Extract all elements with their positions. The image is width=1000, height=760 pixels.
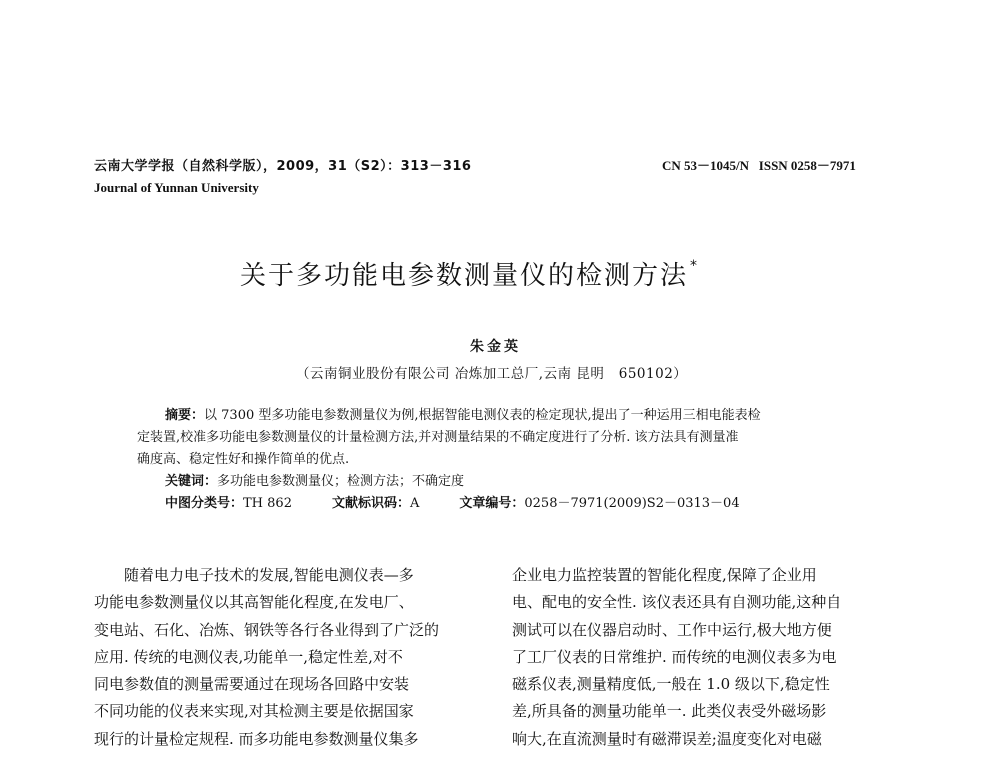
abstract-line-3: 确度高、稳定性好和操作简单的优点.	[137, 452, 350, 467]
clc-value: TH 862	[243, 496, 292, 511]
abstract-line-2: 定装置,校准多功能电参数测量仪的计量检测方法,并对测量结果的不确定度进行了分析. 该方法具有测量准	[137, 430, 739, 445]
body-left-line: 不同功能的仪表来实现,对其检测主要是依据国家	[94, 702, 414, 721]
clc-label: 中图分类号：	[165, 496, 244, 511]
abstract-block	[137, 405, 761, 515]
journal-english-name: Journal of Yunnan University	[94, 180, 259, 195]
author-affiliation: （云南铜业股份有限公司 冶炼加工总厂,云南 昆明 650102）	[296, 366, 688, 382]
classification-line	[137, 493, 761, 515]
body-left-line: 同电参数值的测量需要通过在现场各回路中安装	[94, 675, 410, 694]
body-right-line: 企业电力监控装置的智能化程度,保障了企业用	[512, 566, 817, 584]
body-right-line: 磁系仪表,测量精度低,一般在 1.0 级以下,稳定性	[512, 675, 830, 694]
body-right-line: 差,所具备的测量功能单一. 此类仪表受外磁场影	[512, 702, 827, 721]
body-left-line: 功能电参数测量仪以其高智能化程度,在发电厂、	[94, 593, 414, 612]
abstract-line-1: 摘要：以 7300 型多功能电参数测量仪为例,根据智能电测仪表的检定现状,提出了一种运用三相电能表检	[165, 408, 761, 423]
author-name: 朱金英	[470, 339, 521, 355]
body-left-line: 变电站、石化、冶炼、钢铁等各行各业得到了广泛的	[94, 620, 440, 639]
article-number-label: 文章编号：	[459, 496, 525, 511]
body-left-line: 随着电力电子技术的发展,智能电测仪表—多	[94, 566, 414, 584]
issn-number: CN 53－1045/N ISSN 0258－7971	[662, 158, 856, 173]
abstract-label: 摘要：	[165, 408, 205, 423]
keywords-text: 多功能电参数测量仪；检测方法；不确定度	[217, 474, 465, 489]
body-right-line: 电、配电的安全性. 该仪表还具有自测功能,这种自	[512, 593, 842, 612]
body-right-line: 了工厂仪表的日常维护. 而传统的电测仪表多为电	[512, 647, 837, 666]
keywords-line	[137, 471, 761, 493]
body-left-line: 现行的计量检定规程. 而多功能电参数测量仪集多	[94, 729, 419, 748]
article-number-value: 0258－7971(2009)S2－0313－04	[524, 496, 740, 511]
title-footnote-mark: *	[690, 258, 700, 274]
journal-citation: 云南大学学报（自然科学版），2009，31（S2）：313－316	[94, 159, 472, 174]
body-right-column	[512, 562, 841, 753]
paper-title-text: 关于多功能电参数测量仪的检测方法	[240, 261, 689, 291]
doc-code-value: A	[409, 496, 420, 511]
body-left-line: 应用. 传统的电测仪表,功能单一,稳定性差,对不	[94, 647, 403, 666]
doc-code-label: 文献标识码：	[331, 496, 410, 511]
body-left-column	[94, 562, 439, 753]
body-right-line: 测试可以在仪器启动时、工作中运行,极大地方便	[512, 620, 832, 639]
paper-title	[240, 255, 699, 292]
keywords-label: 关键词：	[165, 474, 218, 489]
body-right-line: 响大,在直流测量时有磁滞误差;温度变化对电磁	[512, 729, 822, 748]
